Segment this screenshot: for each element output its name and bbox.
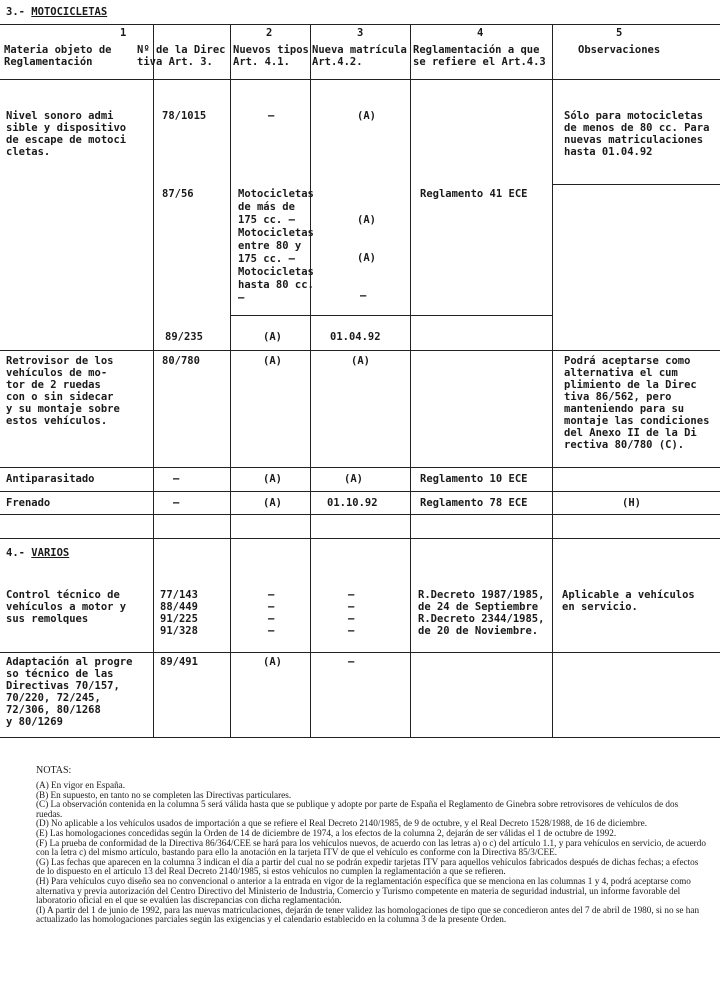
col-divider-2 — [230, 24, 231, 737]
row-nivel-tipos-3: (A) — [263, 331, 282, 343]
row-antiparasitado-directiva: – — [173, 473, 180, 485]
header-observaciones: Observaciones — [578, 44, 661, 56]
row-frenado-materia: Frenado — [6, 497, 51, 509]
row-frenado-matricula: 01.10.92 — [327, 497, 378, 509]
col-num-6: 5 — [616, 27, 623, 39]
row-nivel-matricula-3: 01.04.92 — [330, 331, 381, 343]
row-frenado-reglamento: Reglamento 78 ECE — [420, 497, 528, 509]
row-nivel-tipos-1: – — [268, 110, 275, 122]
header-directiva: Nº de la Direc tiva Art. 3. — [137, 44, 226, 68]
row-frenado-directiva: – — [173, 497, 180, 509]
section-word: MOTOCICLETAS — [31, 6, 108, 18]
row-nivel-matricula-2c: – — [360, 290, 367, 302]
row-nivel-matricula-2b: (A) — [357, 252, 376, 264]
row-frenado-tipos: (A) — [263, 497, 282, 509]
row-nivel-matricula-2a: (A) — [357, 214, 376, 226]
header-reglamentacion: Reglamentación a que se refiere el Art.4.3 — [413, 44, 546, 68]
note-b: (B) En supuesto, en tanto no se completen las Directivas particulares. — [36, 789, 292, 800]
table-bottom-rule — [0, 737, 720, 738]
note-g: (G) Las fechas que aparecen en la columna 3 indican el día a partir del cual no se podrán expedir tarjetas ITV para aquellos vehículos fabricados después de dichas fechas; a efectos de lo dispuesto en el artículo 13 del Real Decreto 2140/1985, si estos vehículos no cumplen la reglamentación a que se refieren. — [36, 856, 699, 877]
row-adaptacion-directiva: 89/491 — [160, 656, 198, 668]
table-top-rule — [0, 24, 720, 25]
row-split-rule — [230, 315, 552, 316]
col-num-5: 4 — [477, 27, 484, 39]
notes-list — [36, 781, 706, 925]
row-adaptacion-matricula: – — [348, 656, 355, 668]
row-antiparasitado-reglamento: Reglamento 10 ECE — [420, 473, 528, 485]
section-number: 3.- — [6, 6, 32, 18]
col-divider-4 — [410, 24, 411, 737]
row-control-directiva: 77/143 88/449 91/225 91/328 — [160, 589, 198, 637]
row-nivel-directiva-1: 78/1015 — [162, 110, 207, 122]
notes-title: NOTAS: — [36, 765, 72, 776]
row-nivel-reglamento: Reglamento 41 ECE — [420, 188, 528, 200]
row-retrovisor-observaciones: Podrá aceptarse como alternativa el cum plimiento de la Direc tiva 86/562, pero manteniendo para su montaje las condiciones del Anexo II de la Di rectiva 80/780 (C). — [564, 355, 710, 451]
row-antiparasitado-materia: Antiparasitado — [6, 473, 95, 485]
row-control-materia: Control técnico de vehículos a motor y sus remolques — [6, 589, 127, 625]
row-rule-adaptacion — [0, 652, 720, 653]
note-h: (H) Para vehículos cuyo diseño sea no convencional o anterior a la entrada en vigor de la reglamentación específica que se menciona en las columnas 1 y 4, podrá aceptarse como alternativa y previa autorización del Centro Directivo del Ministerio de Industria, Comercio y Turismo competente en materia de seguridad industrial, un informe favorable del laboratorio oficial en el que se evalúen las discrepancias con dicha reglamentación. — [36, 875, 691, 906]
row-retrovisor-matricula: (A) — [351, 355, 370, 367]
row-nivel-directiva-2: 87/56 — [162, 188, 194, 200]
row-nivel-tipos-2: Motocicletas de más de 175 cc. – Motocicletas entre 80 y 175 cc. – Motocicletas hasta 80 cc. – — [238, 188, 314, 304]
row-control-reglamento: R.Decreto 1987/1985, de 24 de Septiembre R.Decreto 2344/1985, de 20 de Noviembre. — [418, 589, 545, 637]
col-divider-3 — [310, 24, 311, 737]
col-num-3: 2 — [266, 27, 273, 39]
row-retrovisor-directiva: 80/780 — [162, 355, 200, 367]
row-antiparasitado-matricula: (A) — [344, 473, 363, 485]
section-title-varios — [6, 547, 69, 559]
note-e: (E) Las homologaciones concedidas según la Orden de 14 de diciembre de 1974, a los efectos de la columna 2, dejarán de ser válidas el 1 de octubre de 1992. — [36, 827, 617, 838]
row-adaptacion-materia: Adaptación al progre so técnico de las Directivas 70/157, 70/220, 72/245, 72/306, 80/1268 y 80/1269 — [6, 656, 133, 728]
row-nivel-materia: Nivel sonoro admi sible y dispositivo de escape de motoci cletas. — [6, 110, 127, 158]
row-control-observaciones: Aplicable a vehículos en servicio. — [562, 589, 695, 613]
row-frenado-observaciones: (H) — [622, 497, 641, 509]
row-antiparasitado-tipos: (A) — [263, 473, 282, 485]
header-materia: Materia objeto de Reglamentación — [4, 44, 112, 68]
row-adaptacion-tipos: (A) — [263, 656, 282, 668]
row-rule-retrovisor — [0, 350, 720, 351]
row-retrovisor-tipos: (A) — [263, 355, 282, 367]
col-num-4: 3 — [357, 27, 364, 39]
row-rule-frenado — [0, 491, 720, 492]
row-control-tipos: – – – – — [268, 589, 275, 637]
col-divider-5 — [552, 24, 553, 737]
row-control-matricula: – – – – — [348, 589, 355, 637]
row-rule-section4 — [0, 538, 720, 539]
section-word: VARIOS — [31, 547, 70, 559]
note-i: (I) A partir del 1 de junio de 1992, para las nuevas matriculaciones, dejarán de tener validez las homologaciones de tipo que se concedieron antes del 7 de abril de 1980, si no se han actualizado las homologaciones parciales según las exigencias y el calendario establecido en la columna 3 de la presente Orden. — [36, 904, 700, 925]
note-c: (C) La observación contenida en la columna 5 será válida hasta que se publique y adopte por parte de España el Reglamento de Ginebra sobre retrovisores de vehículos de dos ruedas. — [36, 799, 679, 819]
row-rule-antiparasitado — [0, 467, 720, 468]
header-nuevos-tipos: Nuevos tipos Art. 4.1. — [233, 44, 309, 68]
col-num-1: 1 — [120, 27, 127, 39]
row-nivel-directiva-3: 89/235 — [165, 331, 203, 343]
row-nivel-observaciones: Sólo para motocicletas de menos de 80 cc. Para nuevas matriculaciones hasta 01.04.92 — [564, 110, 710, 158]
note-d: (D) No aplicable a los vehículos usados de importación a que se refiere el Real Decreto 2140/1985, de 9 de octubre, y el Real Decreto 1528/1988, de 16 de diciembre. — [36, 818, 648, 829]
obs-split-rule — [552, 184, 720, 185]
note-a: (A) En vigor en España. — [36, 780, 126, 790]
row-retrovisor-materia: Retrovisor de los vehículos de mo- tor de 2 ruedas con o sin sidecar y su montaje sobre estos vehículos. — [6, 355, 120, 427]
section-number: 4.- — [6, 547, 32, 559]
section-title-motocicletas — [6, 6, 107, 18]
row-nivel-matricula-1: (A) — [357, 110, 376, 122]
col-divider-1 — [153, 24, 154, 737]
header-nueva-matricula: Nueva matrícula Art.4.2. — [312, 44, 407, 68]
row-rule-frenado-bottom — [0, 514, 720, 515]
header-bottom-rule — [0, 79, 720, 80]
note-f: (F) La prueba de conformidad de la Directiva 86/364/CEE se hará para los vehículos nuevos, de acuerdo con las letras a) o c) del artículo 1.1, y para vehículos en servicio, de acuerdo con la letra c) del mismo artículo, bastando para ello la anotación en la tarjeta ITV de que el vehículo es conforme con la Directiva 85/3/CEE. — [36, 837, 706, 858]
